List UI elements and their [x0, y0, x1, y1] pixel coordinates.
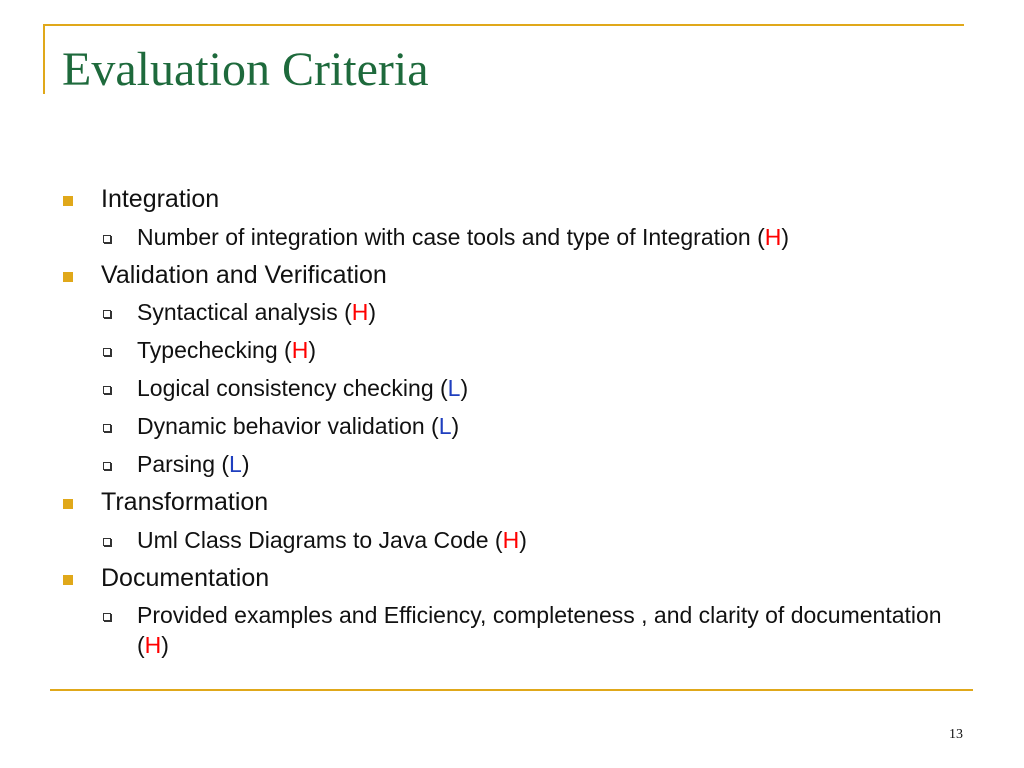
- hollow-square-bullet-icon: [103, 310, 111, 318]
- frame-top-rule: [44, 24, 964, 26]
- criterion-item: [0, 600, 1024, 660]
- square-bullet-icon: [63, 196, 73, 206]
- section-documentation: [0, 563, 1024, 594]
- criterion-close: ): [519, 526, 527, 553]
- section-integration: [0, 184, 1024, 215]
- criterion-text: Typechecking (: [137, 337, 292, 363]
- criterion-close: ): [781, 223, 790, 250]
- rating-badge: H: [144, 632, 162, 658]
- bullet-list: [0, 184, 1024, 668]
- criterion-text: Logical consistency checking (: [137, 375, 448, 401]
- criterion-item: [0, 525, 1024, 555]
- section-label: Documentation: [101, 563, 270, 592]
- hollow-square-bullet-icon: [103, 424, 111, 432]
- square-bullet-icon: [63, 499, 73, 509]
- criterion-item: [0, 373, 1024, 403]
- section-validation-verification: [0, 260, 1024, 291]
- hollow-square-bullet-icon: [103, 235, 111, 243]
- criterion-text: Number of integration with case tools and type of Integration (: [137, 223, 765, 250]
- rating-badge: H: [351, 299, 369, 325]
- criterion-close: ): [451, 413, 460, 439]
- hollow-square-bullet-icon: [103, 462, 111, 470]
- criterion-text: Uml Class Diagrams to Java Code (: [137, 526, 503, 553]
- rating-badge: H: [502, 526, 520, 553]
- section-label: Transformation: [101, 488, 269, 516]
- section-label: Validation and Verification: [101, 260, 387, 289]
- frame-bottom-rule: [50, 689, 973, 691]
- hollow-square-bullet-icon: [103, 348, 111, 356]
- rating-badge: H: [764, 223, 782, 250]
- criterion-close: ): [241, 451, 250, 477]
- rating-badge: H: [291, 337, 309, 363]
- page-number: 13: [949, 727, 963, 742]
- criterion-text: Dynamic behavior validation (: [137, 413, 439, 439]
- hollow-square-bullet-icon: [103, 613, 111, 621]
- criterion-text: Syntactical analysis (: [137, 299, 352, 325]
- rating-badge: L: [438, 413, 452, 439]
- criterion-item: [0, 411, 1024, 441]
- hollow-square-bullet-icon: [103, 538, 111, 546]
- hollow-square-bullet-icon: [103, 386, 111, 394]
- criterion-close: ): [368, 299, 377, 325]
- section-label: Integration: [101, 185, 220, 213]
- criterion-item: [0, 222, 1024, 252]
- rating-badge: L: [447, 375, 461, 401]
- criterion-item: [0, 335, 1024, 365]
- criterion-text: Parsing (: [137, 451, 230, 477]
- criterion-item: [0, 297, 1024, 327]
- square-bullet-icon: [63, 272, 73, 282]
- frame-left-rule: [43, 24, 45, 94]
- criterion-close: ): [308, 337, 316, 363]
- criterion-close: ): [161, 632, 169, 658]
- slide-title: Evaluation Criteria: [62, 43, 429, 96]
- square-bullet-icon: [63, 575, 73, 585]
- criterion-close: ): [460, 375, 469, 401]
- criterion-item: [0, 449, 1024, 479]
- rating-badge: L: [229, 451, 242, 477]
- criterion-text: Provided examples and Efficiency, completeness , and clarity of documentation (: [137, 602, 942, 658]
- section-transformation: [0, 487, 1024, 518]
